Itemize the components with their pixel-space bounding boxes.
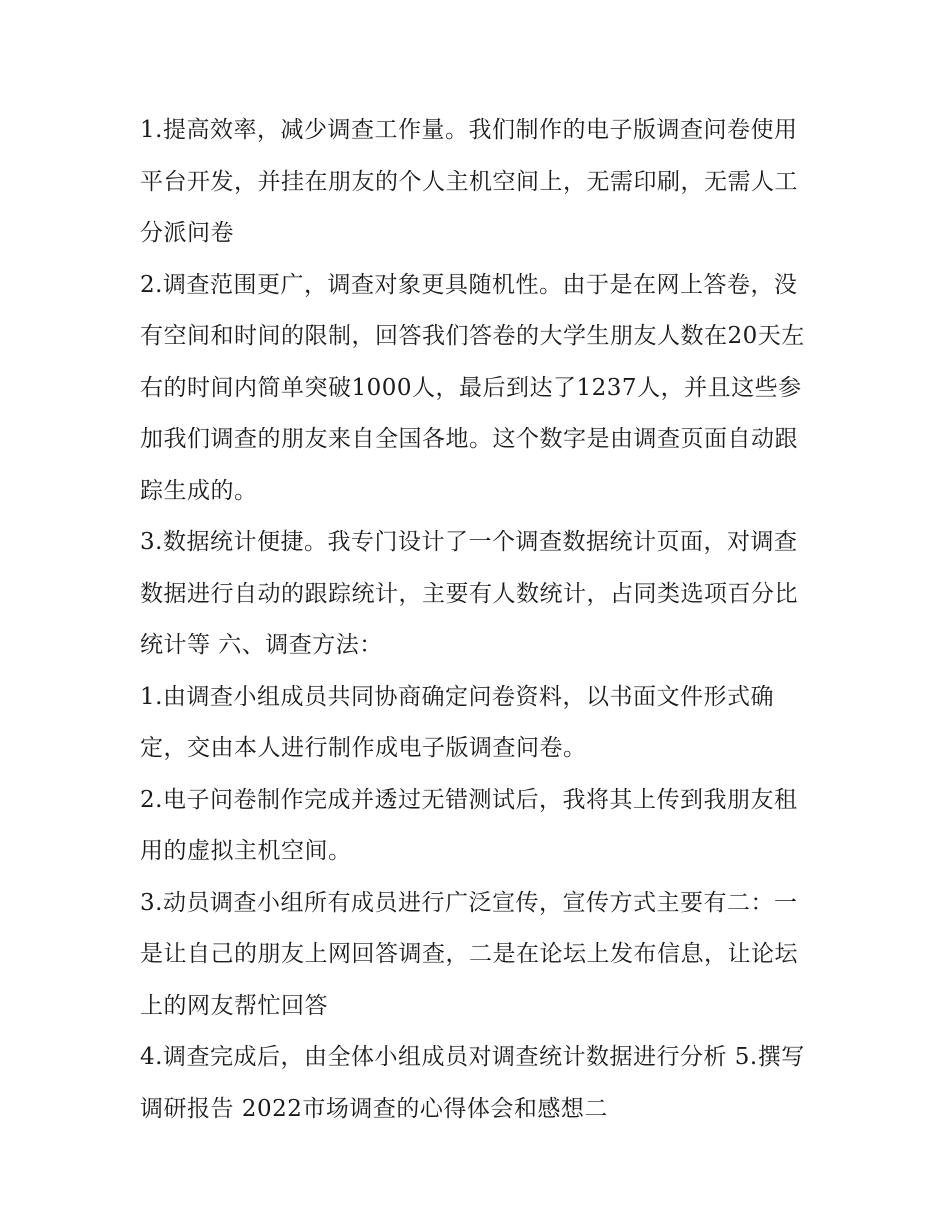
paragraph-method-step-3: 3.动员调查小组所有成员进行广泛宣传，宣传方式主要有二：一是让自己的朋友上网回答调查，二是在论坛上发布信息，让论坛上的网友帮忙回答 <box>140 889 798 1019</box>
paragraph-scope: 2.调查范围更广，调查对象更具随机性。由于是在网上答卷，没有空间和时间的限制，回答我们答卷的大学生朋友人数在20天左右的时间内简单突破1000人，最后到达了1237人，并且这些参加我们调查的朋友来自全国各地。这个数字是由调查页面自动跟踪生成的。 <box>140 271 805 504</box>
paragraph-method-step-1: 1.由调查小组成员共同协商确定问卷资料，以书面文件形式确定，交由本人进行制作成电子版调查问卷。 <box>140 683 774 761</box>
paragraph-efficiency: 1.提高效率，减少调查工作量。我们制作的电子版调查问卷使用平台开发，并挂在朋友的个人主机空间上，无需印刷，无需人工分派问卷 <box>140 117 798 246</box>
paragraph-method-step-2: 2.电子问卷制作完成并透过无错测试后，我将其上传到我朋友租用的虚拟主机空间。 <box>140 786 798 864</box>
document-body <box>140 105 820 1135</box>
paragraph-statistics: 3.数据统计便捷。我专门设计了一个调查数据统计页面，对调查数据进行自动的跟踪统计，主要有人数统计，占同类选项百分比统计等 六、调查方法： <box>140 529 798 658</box>
paragraph-method-step-4: 4.调查完成后，由全体小组成员对调查统计数据进行分析 5.撰写调研报告 2022市场调查的心得体会和感想二 <box>140 1044 805 1122</box>
